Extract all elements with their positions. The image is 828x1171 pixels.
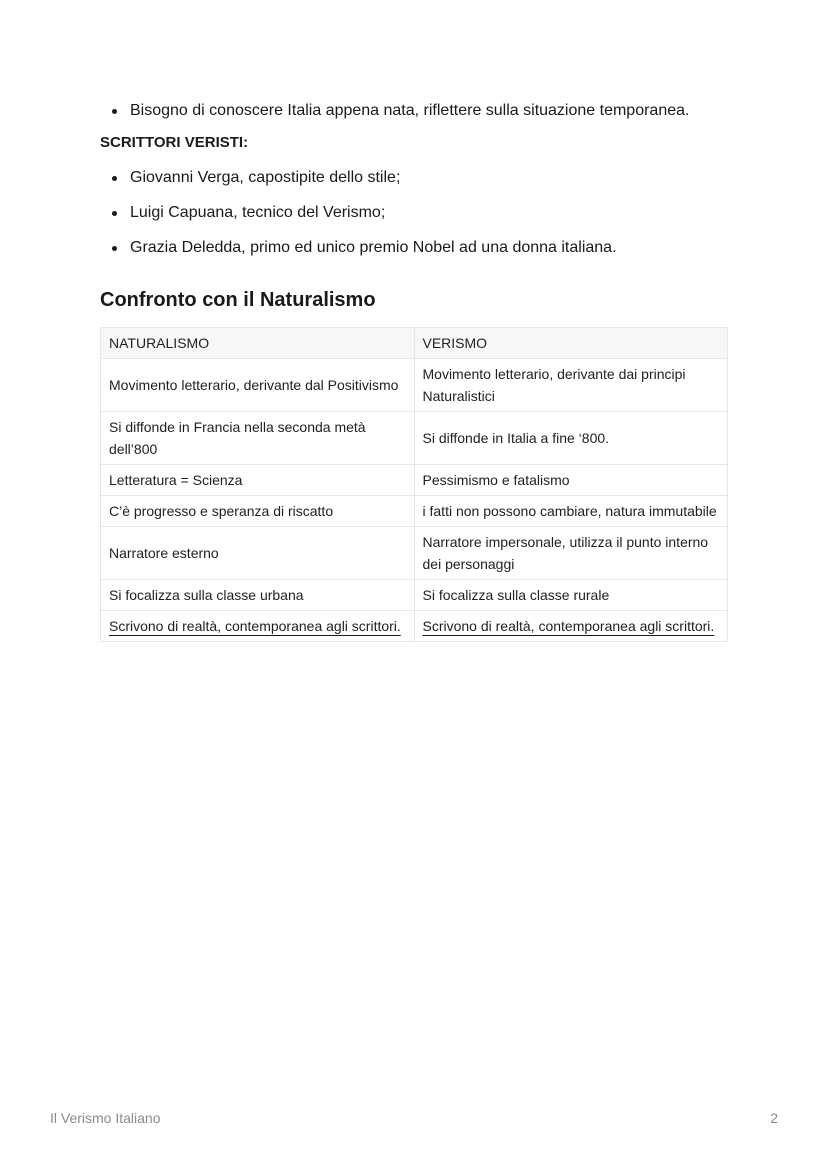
bullet-icon bbox=[112, 211, 117, 216]
list-item-text: Giovanni Verga, capostipite dello stile; bbox=[130, 169, 401, 186]
table-header-row bbox=[101, 328, 728, 359]
table-header-verismo: VERISMO bbox=[414, 328, 728, 359]
table-row bbox=[101, 465, 728, 496]
table-cell bbox=[101, 611, 415, 642]
table-cell: Narratore impersonale, utilizza il punto interno dei personaggi bbox=[414, 527, 728, 580]
list-item bbox=[100, 165, 728, 191]
table-row bbox=[101, 412, 728, 465]
table-cell: Si diffonde in Francia nella seconda metà dell’800 bbox=[101, 412, 415, 465]
bullet-icon bbox=[112, 246, 117, 251]
list-item bbox=[100, 200, 728, 226]
writers-section-label: SCRITTORI VERISTI: bbox=[100, 134, 249, 151]
writers-bullet-list bbox=[100, 165, 728, 261]
table-row bbox=[101, 496, 728, 527]
intro-bullet-list bbox=[100, 98, 728, 124]
table-cell: Movimento letterario, derivante dal Positivismo bbox=[101, 359, 415, 412]
table-cell: Si focalizza sulla classe urbana bbox=[101, 580, 415, 611]
table-cell: Movimento letterario, derivante dai principi Naturalistici bbox=[414, 359, 728, 412]
table-cell bbox=[414, 611, 728, 642]
page-content bbox=[100, 98, 728, 642]
list-item-text: Luigi Capuana, tecnico del Verismo; bbox=[130, 204, 386, 221]
table-cell: Pessimismo e fatalismo bbox=[414, 465, 728, 496]
footer-document-title: Il Verismo Italiano bbox=[50, 1110, 161, 1126]
table-cell: i fatti non possono cambiare, natura immutabile bbox=[414, 496, 728, 527]
comparison-heading: Confronto con il Naturalismo bbox=[100, 289, 376, 311]
table-cell: Si focalizza sulla classe rurale bbox=[414, 580, 728, 611]
table-header-naturalismo: NATURALISMO bbox=[101, 328, 415, 359]
bullet-icon bbox=[112, 176, 117, 181]
footer-page-number: 2 bbox=[770, 1110, 778, 1126]
table-row bbox=[101, 527, 728, 580]
list-item bbox=[100, 98, 728, 124]
comparison-table bbox=[100, 327, 728, 642]
table-row bbox=[101, 580, 728, 611]
table-row bbox=[101, 359, 728, 412]
table-row bbox=[101, 611, 728, 642]
table-cell: Letteratura = Scienza bbox=[101, 465, 415, 496]
bullet-icon bbox=[112, 109, 117, 114]
list-item bbox=[100, 235, 728, 261]
table-cell: Si diffonde in Italia a fine ‘800. bbox=[414, 412, 728, 465]
list-item-text: Bisogno di conoscere Italia appena nata, riflettere sulla situazione temporanea. bbox=[130, 102, 690, 119]
list-item-text: Grazia Deledda, primo ed unico premio Nobel ad una donna italiana. bbox=[130, 239, 617, 256]
underlined-cell-text: Scrivono di realtà, contemporanea agli scrittori. bbox=[109, 618, 401, 634]
table-cell: C’è progresso e speranza di riscatto bbox=[101, 496, 415, 527]
table-cell: Narratore esterno bbox=[101, 527, 415, 580]
underlined-cell-text: Scrivono di realtà, contemporanea agli scrittori. bbox=[422, 618, 715, 634]
